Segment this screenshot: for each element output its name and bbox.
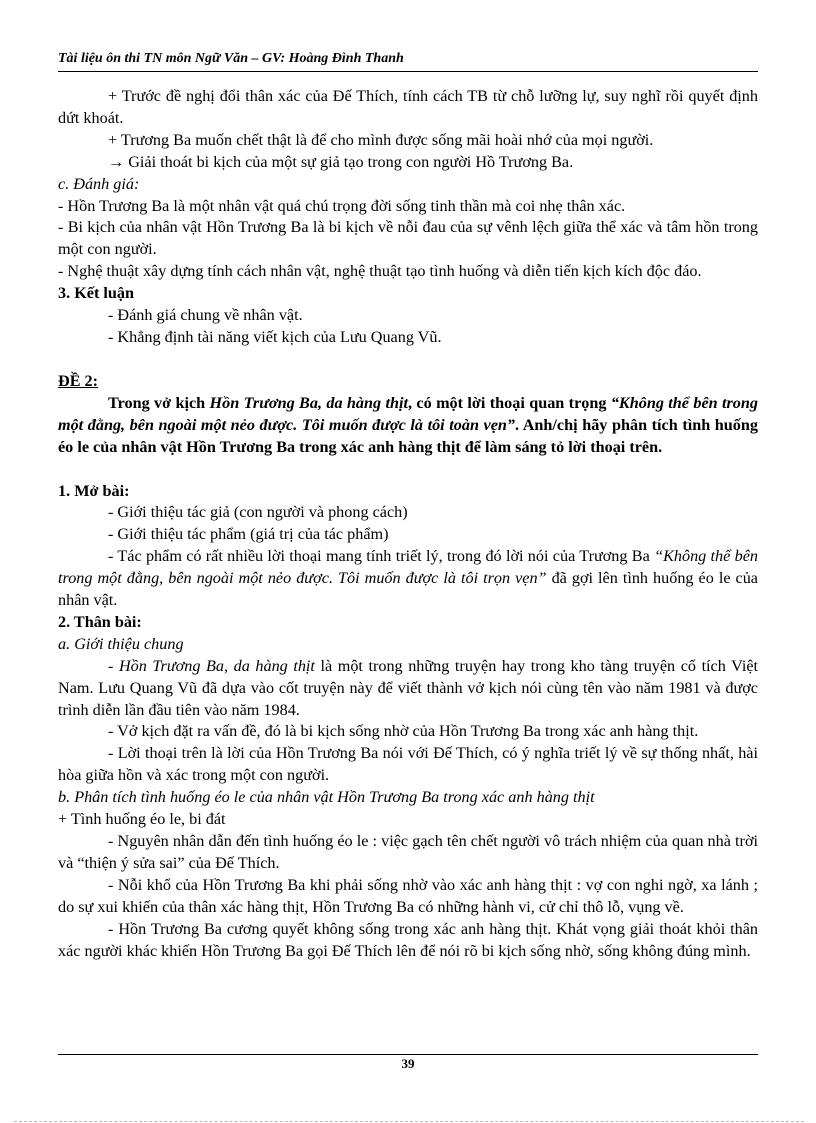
section-heading-mo-bai: 1. Mở bài: — [58, 481, 130, 500]
quote: “Không thể bên trong một đằng, bên ngoài một nẻo được. Tôi muốn được là tôi trọn vẹn” — [58, 547, 758, 588]
text: - Tác phẩm có rất nhiều lời thoại mang tính triết lý, trong đó lời nói của Trương Ba — [108, 547, 655, 566]
spacer — [58, 459, 758, 481]
work-title: Hồn Trương Ba, da hàng thịt — [118, 656, 315, 675]
paragraph: + Trương Ba muốn chết thật là để cho mình được sống mãi hoài nhớ của mọi người. — [108, 130, 654, 149]
footer-rule — [58, 1054, 758, 1055]
section-heading-ket-luan: 3. Kết luận — [58, 284, 134, 303]
section-heading-danh-gia: c. Đánh giá: — [58, 174, 140, 193]
paragraph: - Lời thoại trên là lời của Hồn Trương Ba nói với Đế Thích, có ý nghĩa triết lý về sự thống nhất, hài hòa giữa hồn và xác trong một con người. — [58, 744, 758, 785]
document-body — [58, 86, 758, 962]
page-edge-rule — [14, 1121, 804, 1122]
text: - — [108, 656, 119, 675]
paragraph: → Giải thoát bi kịch của một sự giả tạo trong con người Hồ Trương Ba. — [108, 152, 574, 171]
subsection-heading: a. Giới thiệu chung — [58, 634, 184, 653]
paragraph — [58, 656, 758, 722]
prompt-text: Trong vở kịch — [108, 393, 210, 412]
paragraph: - Khẳng định tài năng viết kịch của Lưu Quang Vũ. — [108, 327, 442, 346]
subsection-heading: b. Phân tích tình huống éo le của nhân vật Hồn Trương Ba trong xác anh hàng thịt — [58, 788, 595, 807]
paragraph: - Giới thiệu tác giả (con người và phong cách) — [108, 503, 408, 522]
work-title: Hồn Trương Ba, da hàng thịt — [209, 393, 408, 412]
paragraph — [58, 546, 758, 612]
prompt-text: , có một lời thoại quan trọng — [408, 393, 611, 412]
paragraph: - Bi kịch của nhân vật Hồn Trương Ba là bi kịch về nỗi đau của sự vênh lệch giữa thể xác và tâm hồn trong một con người. — [58, 218, 758, 259]
paragraph: + Trước đề nghị đổi thân xác của Đế Thích, tính cách TB từ chỗ lưỡng lự, suy nghĩ rồi quyết định dứt khoát. — [58, 87, 758, 127]
paragraph: - Giới thiệu tác phẩm (giá trị của tác phẩm) — [108, 525, 389, 544]
paragraph: - Hồn Trương Ba cương quyết không sống trong xác anh hàng thịt. Khát vọng giải thoát khỏi thân xác người khác khiến Hồn Trương Ba gọi Đế Thích lên để nói rõ bi kịch sống nhờ, sống không đúng mình. — [58, 919, 758, 960]
paragraph: - Nỗi khổ của Hồn Trương Ba khi phải sống nhờ vào xác anh hàng thịt : vợ con nghi ngờ, xa lánh ; do sự xui khiến của thân xác hàng thịt, Hồn Trương Ba có những hành vi, cử chỉ thô lỗ, vụng về. — [58, 875, 758, 916]
paragraph: - Đánh giá chung về nhân vật. — [108, 306, 303, 325]
sub-point: + Tình huống éo le, bi đát — [58, 810, 226, 829]
paragraph: - Nghệ thuật xây dựng tính cách nhân vật, nghệ thuật tạo tình huống và diễn tiến kịch kích độc đáo. — [58, 262, 702, 281]
text: là một trong những truyện hay trong kho tàng truyện cổ tích Việt Nam. Lưu Quang Vũ đã dựa vào cốt truyện này để viết thành vở kịch nói cùng tên vào năm 1981 và được trình diễn lần đầu tiên vào năm 1984. — [58, 656, 759, 719]
prompt-quote: “Không thể bên trong một đằng, bên ngoài một nẻo được. Tôi muốn được là tôi toàn vẹn” — [58, 393, 758, 434]
paragraph: - Vở kịch đặt ra vấn đề, đó là bi kịch sống nhờ của Hồn Trương Ba trong xác anh hàng thịt. — [108, 722, 699, 741]
paragraph: - Hồn Trương Ba là một nhân vật quá chú trọng đời sống tinh thần mà coi nhẹ thân xác. — [58, 196, 626, 215]
page-number: 39 — [401, 1056, 415, 1071]
text: đã gợi lên tình huống éo le của nhân vật. — [58, 569, 758, 610]
section-heading-than-bai: 2. Thân bài: — [58, 612, 142, 631]
prompt-text: . Anh/chị hãy phân tích tình huống éo le của nhân vật Hồn Trương Ba trong xác anh hàng thịt để làm sáng tỏ lời thoại trên. — [58, 415, 758, 456]
page-header: Tài liệu ôn thi TN môn Ngữ Văn – GV: Hoàng Đình Thanh — [58, 50, 758, 72]
exam-heading: ĐỀ 2: — [58, 371, 99, 390]
spacer — [58, 349, 758, 371]
exam-prompt — [58, 393, 758, 459]
paragraph: - Nguyên nhân dẫn đến tình huống éo le : việc gạch tên chết người vô trách nhiệm của quan nhà trời và “thiện ý sửa sai” của Đế Thích. — [58, 832, 758, 872]
